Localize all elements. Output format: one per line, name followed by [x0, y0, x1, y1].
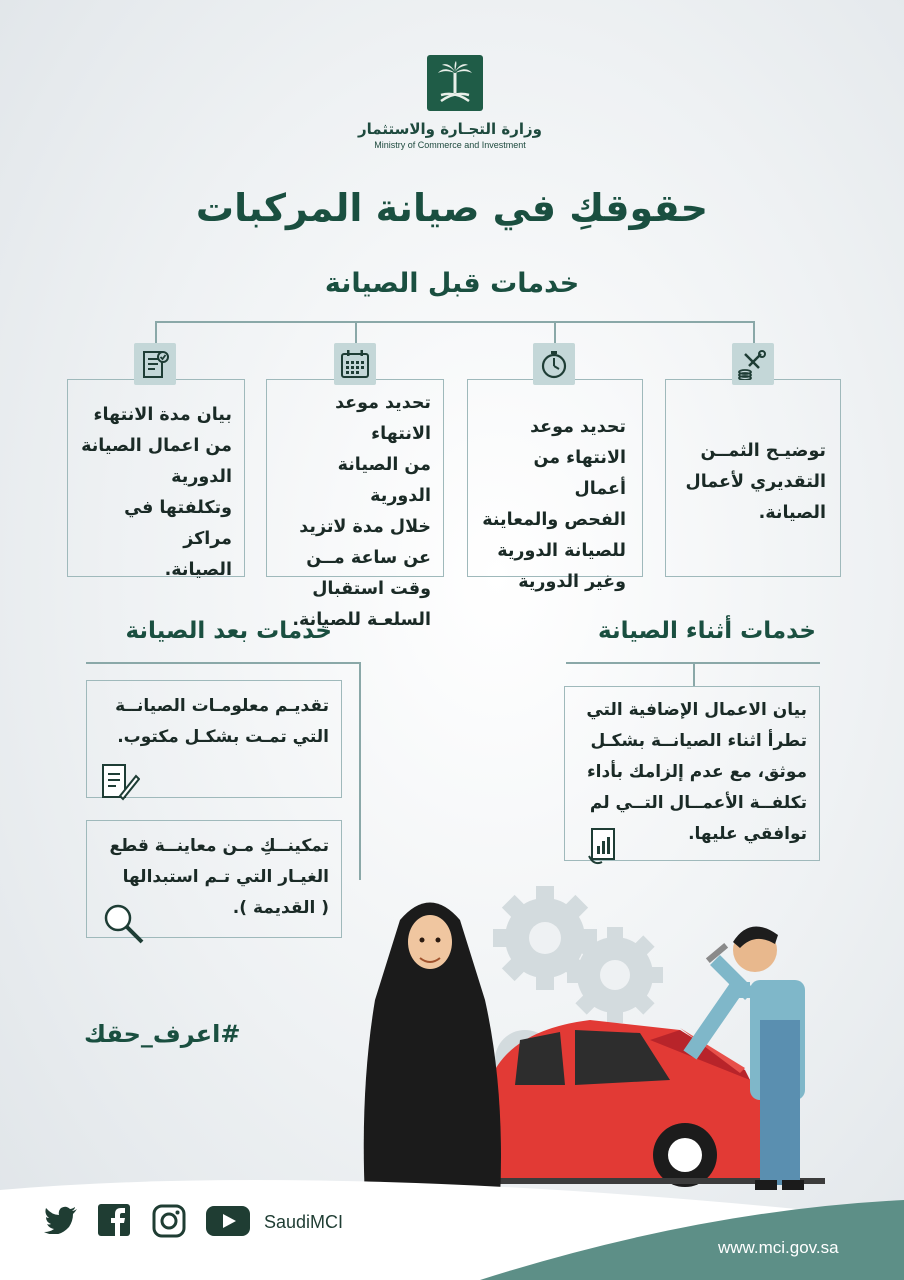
box-line: الانتهاء من أعمال [533, 448, 626, 499]
box-line: تكلفــة الأعمــال التــي لم [589, 793, 807, 813]
checklist-icon [134, 343, 176, 385]
box-line: خلال مدة لاتزيد [299, 517, 431, 537]
connector-line [155, 321, 754, 323]
box-line: الدورية [171, 467, 232, 487]
magnifier-icon [100, 900, 146, 946]
social-handle[interactable]: SaudiMCI [264, 1212, 344, 1232]
pre-service-box-inspection [467, 379, 643, 592]
box-line: التي تمـت بشكـل مكتوب. [117, 727, 329, 747]
website-link[interactable]: www.mci.gov.sa [718, 1238, 839, 1257]
box-line: تقديـم معلومـات الصيانــة [115, 696, 329, 716]
box-line: تحديد موعد [530, 417, 626, 437]
box-line: ( القديمة ). [232, 898, 329, 918]
tools-coins-icon [732, 343, 774, 385]
during-maintenance-title: خدمات أثناء الصيانة [598, 618, 816, 644]
box-line: من الصيانة الدورية [337, 455, 431, 506]
stopwatch-icon [533, 343, 575, 385]
twitter-icon[interactable] [44, 1206, 78, 1234]
instagram-icon[interactable] [152, 1204, 186, 1238]
pre-service-box-duration-cost [67, 379, 245, 580]
written-document-icon [100, 762, 140, 802]
youtube-icon[interactable] [206, 1206, 250, 1236]
connector-line [359, 662, 361, 880]
box-line: بيان مدة الانتهاء [93, 405, 232, 425]
box-line: موثق، مع عدم إلزامك بأداء [586, 762, 807, 782]
box-line: بيان الاعمال الإضافية التي [586, 700, 807, 720]
box-line: وقت استقبال [312, 579, 431, 599]
palm-swords-icon [427, 55, 483, 111]
pre-maintenance-title: خدمات قبل الصيانة [324, 268, 580, 299]
box-line: وتكلفتها في مراكز [124, 498, 232, 549]
connector-line [693, 662, 695, 686]
box-line: للصيانة الدورية [497, 541, 626, 561]
box-line: السلعـة للصيانة. [292, 610, 431, 630]
connector-line [86, 662, 360, 664]
box-line: تطرأ اثناء الصيانــة بشكـل [590, 731, 807, 751]
calendar-icon [334, 343, 376, 385]
box-line: الصيانة. [164, 560, 232, 580]
box-line: تحديد موعد الانتهاء [335, 393, 431, 444]
pre-service-box-periodic [266, 379, 444, 630]
facebook-icon[interactable] [98, 1204, 130, 1236]
box-line: وغير الدورية [518, 572, 626, 592]
box-line: تمكينــكِ مـن معاينــة قطع [109, 836, 329, 856]
box-line: الفحص والمعاينة [482, 510, 626, 530]
box-line: الصيانة. [758, 503, 826, 523]
ministry-name-arabic: وزارة التجـارة والاستثمار [358, 120, 542, 138]
box-line: توافقي عليها. [688, 824, 807, 844]
footer-background [0, 1150, 904, 1280]
pre-service-box-estimate [665, 379, 841, 577]
hashtag: #اعرف_حقك [84, 1020, 241, 1048]
box-line: الغيـار التي تـم استبدالها [122, 867, 329, 887]
box-line: توضيـح الثمــن [700, 441, 826, 461]
after-maintenance-title: خدمات بعد الصيانة [125, 618, 332, 644]
box-line: التقديري لأعمال [685, 472, 826, 492]
ministry-logo [427, 55, 483, 111]
page-title: حقوقكِ في صيانة المركبات [195, 186, 709, 230]
ministry-name-english: Ministry of Commerce and Investment [374, 140, 526, 150]
box-line: عن ساعة مــن [306, 548, 431, 568]
box-line: من اعمال الصيانة [81, 436, 232, 456]
document-chart-icon [586, 826, 622, 866]
